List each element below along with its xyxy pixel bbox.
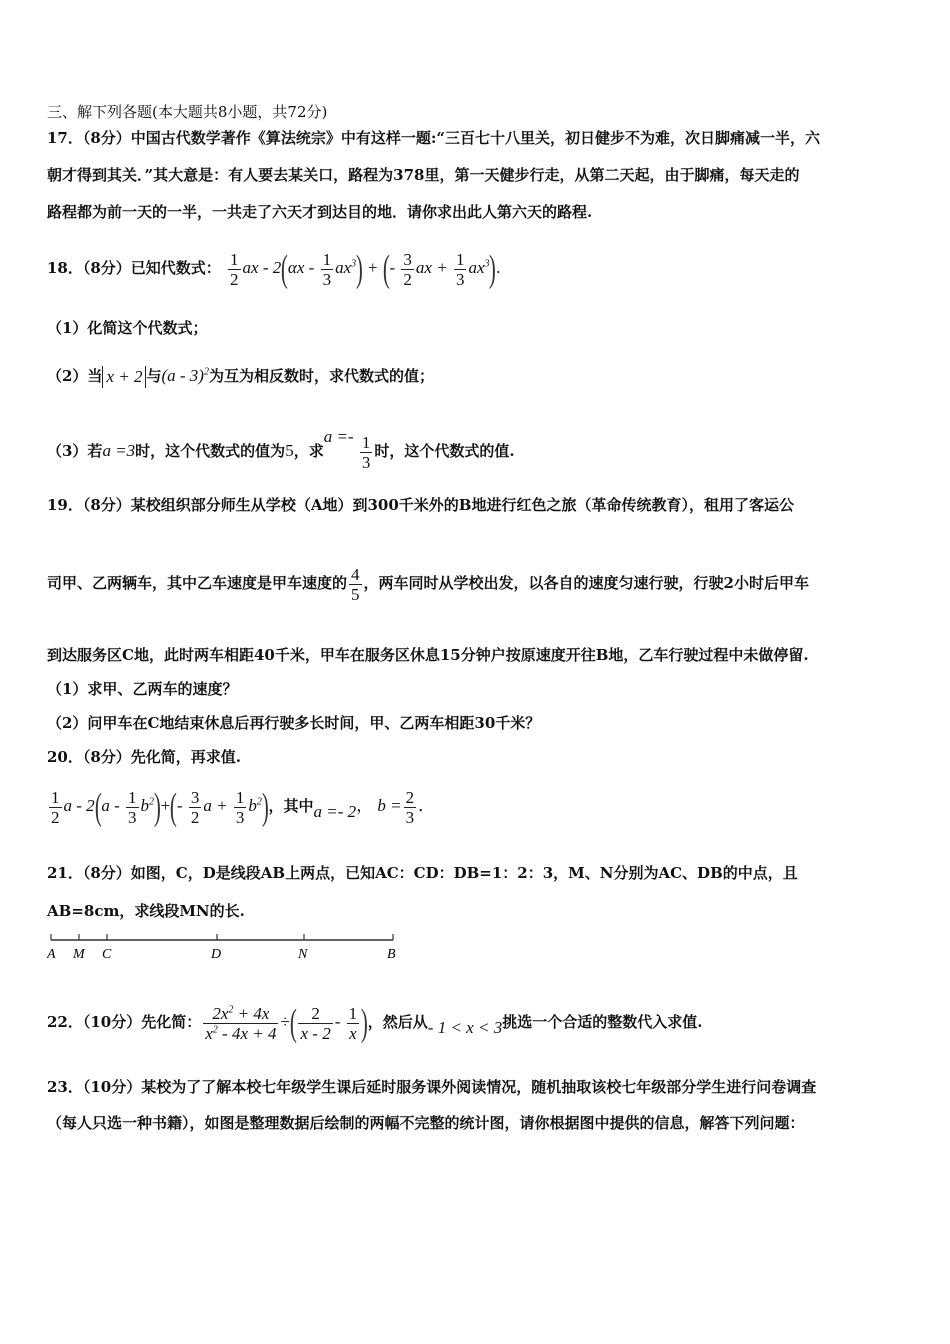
q20-title: 20．（8分）先化简，再求值. (47, 748, 242, 766)
fraction-four-fifths: $\frac{4}{5}$ (351, 564, 360, 604)
fraction-one-third-c: $\frac{1}{3}$ (361, 432, 371, 472)
fraction-q22-a: $\frac{2}{x - 2}$ (300, 1003, 331, 1043)
q18-expression-line: 18．（8分）已知代数式： $\frac{1}{2}$ ax - 2(αx - $\frac{1}{3}$ $ax^3$) + (- $\frac{3}{2}$ ax + $\frac{1}{3}$ $ax^3$). (47, 248, 501, 290)
fraction-three-halves: $\frac{3}{2}$ (403, 249, 412, 289)
label-d: D (211, 947, 222, 962)
q21-line-1: 21．（8分）如图，C，D是线段AB上两点，已知AC：CD：DB=1：2：3，M、N分别为AC、DB的中点，且 (47, 864, 798, 882)
q19-line-2: 司甲、乙两辆车，其中乙车速度是甲车速度的 $\frac{4}{5}$ ，两车同时从学校出发，以各自的速度匀速行驶，行驶2小时后甲车 (47, 564, 809, 604)
fraction-one-half-q20: $\frac{1}{2}$ (51, 787, 60, 827)
fraction-two-thirds: $\frac{2}{3}$ (405, 787, 415, 827)
q17-line-2: 朝才得到其关．”其大意是：有人要去某关口，路程为378里，第一天健步行走，从第二天起，由于脚痛，每天走的 (47, 166, 800, 184)
line-segment-figure (47, 928, 407, 964)
fraction-one-third: $\frac{1}{3}$ (322, 249, 332, 289)
q19-line-3: 到达服务区C地，此时两车相距40千米，甲车在服务区休息15分钟户按原速度开往B地，乙车行驶过程中未做停留. (47, 646, 809, 664)
fraction-one-half: $\frac{1}{2}$ (230, 249, 239, 289)
q23-line-1: 23．（10分）某校为了了解本校七年级学生课后延时服务课外阅读情况，随机抽取该校七年级部分学生进行问卷调查 (47, 1078, 817, 1096)
fraction-one-third-q20: $\frac{1}{3}$ (128, 787, 137, 827)
q18-part-2: （2）当 x + 2 与(a - 3)$^2$为互为相反数时，求代数式的值； (47, 366, 434, 386)
q17-line-1: 17．（8分）中国古代数学著作《算法统宗》中有这样一题:“三百七十八里关，初日健步不为难，次日脚痛减一半，六 (47, 129, 820, 147)
q20-expression: $\frac{1}{2}$ a - 2(a - $\frac{1}{3}$ $b^2)+(-$ $\frac{3}{2}$ a + $\frac{1}{3}$ $b^2$)，其中a =- 2， b = $\frac{2}{3}$ ． (51, 786, 436, 828)
fraction-q22-b: $\frac{1}{x}$ (348, 1003, 358, 1043)
q18-part-3: （3）若a =3时，这个代数式的值为5，求a =- $\frac{1}{3}$ 时，这个代数式的值. (47, 427, 515, 472)
q22-line: 22．（10分）先化简： $\frac{2x^2 + 4x}{x^2 - 4x + 4}$ ÷( $\frac{2}{x - 2}$ - $\frac{1}{x}$ )，然后从- 1 < x < 3挑选一个合适的整数代入求值. (47, 1002, 703, 1044)
label-n: N (298, 947, 308, 962)
q18-dummy: 路程都为前一天的一半，一共走了六天才到达目的地．请你求出此人第六天的路程. (47, 203, 593, 221)
label-c: C (102, 947, 112, 962)
q18-part-1: （1）化简这个代数式； (47, 319, 208, 337)
label-m: M (73, 947, 85, 962)
q19-part-1: （1）求甲、乙两车的速度？ (47, 680, 238, 698)
q23-line-2: （每人只选一种书籍），如图是整理数据后绘制的两幅不完整的统计图，请你根据图中提供的信息，解答下列问题： (47, 1114, 805, 1132)
fraction-three-halves-q20: $\frac{3}{2}$ (190, 787, 200, 827)
fraction-q22-main: $\frac{2x^2 + 4x}{x^2 - 4x + 4}$ (205, 1003, 277, 1043)
fraction-one-third-q20b: $\frac{1}{3}$ (235, 787, 245, 827)
label-b: B (387, 947, 396, 962)
fraction-one-third-b: $\frac{1}{3}$ (455, 249, 465, 289)
q19-line-1: 19．（8分）某校组织部分师生从学校（A地）到300千米外的B地进行红色之旅（革命传统教育），租用了客运公 (47, 496, 794, 514)
abs-value: x + 2 (102, 366, 146, 388)
label-a: A (47, 947, 56, 962)
q18-prefix: 18．（8分）已知代数式： (47, 259, 221, 277)
q19-part-2: （2）问甲车在C地结束休息后再行驶多长时间，甲、乙两车相距30千米？ (47, 714, 541, 732)
q21-line-2: AB=8cm，求线段MN的长. (47, 902, 245, 920)
section-header: 三、解下列各题(本大题共8小题，共72分) (47, 103, 328, 121)
